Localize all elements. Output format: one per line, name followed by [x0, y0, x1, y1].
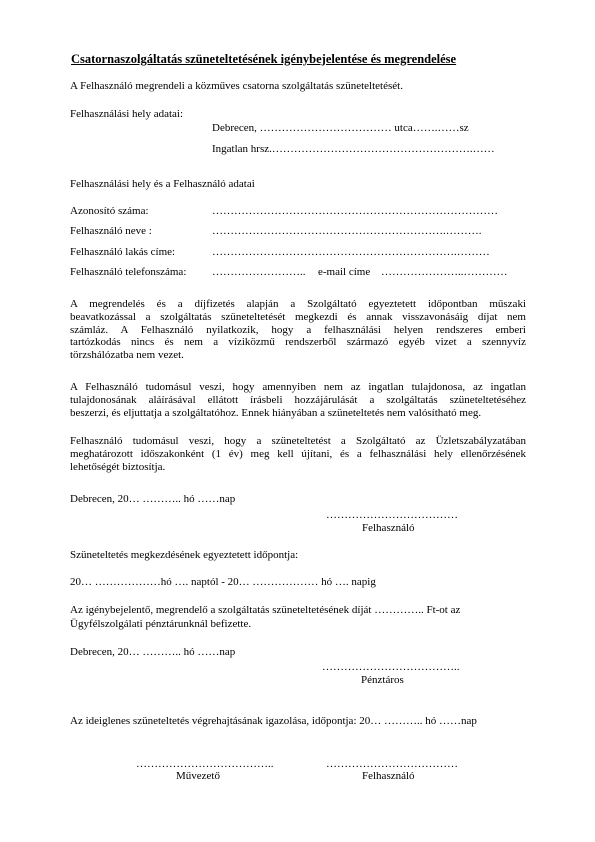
user-address-field[interactable]: ………………………………………………………….………	[212, 246, 490, 258]
user-email-label: e-mail címe	[318, 266, 371, 278]
execution-confirmation-line[interactable]: Az ideiglenes szüneteltetés végrehajtásának igazolása, időpontja: 20… ……….. hó ……nap	[70, 715, 477, 727]
city-street-field[interactable]: Debrecen, ……………………………… utca…….……sz	[212, 122, 469, 134]
user-name-label: Felhasználó neve :	[70, 225, 152, 237]
paragraph-line: számláz. A Felhasználó nyilatkozik, hogy a felhasználási helyen rendszeres emberi	[70, 323, 526, 336]
signature-line-cashier[interactable]: ………………………………..	[322, 661, 460, 673]
user-address-label: Felhasználó lakás címe:	[70, 246, 176, 258]
signature-label-user-final: Felhasználó	[362, 770, 415, 782]
user-id-label: Azonosító száma:	[70, 205, 149, 217]
paragraph-line: Felhasználó tudomásul veszi, hogy a szüneteltetést a Szolgáltató az Üzletszabályzatában	[70, 435, 526, 447]
payment-line-2: Ügyfélszolgálati pénztárunknál befizette.	[70, 618, 252, 630]
property-hrsz-field[interactable]: Ingatlan hrsz.……………………………………………….……	[212, 143, 495, 155]
paragraph-line: A megrendelés és a díjfizetés alapján a Szolgáltató egyeztetett időpontban műszaki	[70, 298, 526, 310]
signature-line-foreman[interactable]: ………………………………..	[136, 758, 274, 770]
paragraph-line: meghatározott időszakonként (1 év) meg kell újítani, és a felhasználási hely ellenőrzésének	[70, 447, 526, 460]
paragraph-line: beavatkozással a szolgáltatás szüneteltetését megkezdi és annak visszavonásáig díjat nem	[70, 310, 526, 323]
intro-text: A Felhasználó megrendeli a közműves csatorna szolgáltatás szüneteltetését.	[70, 80, 403, 92]
paragraph-line: törzshálózatba nem vezet.	[70, 349, 184, 362]
signature-line-user[interactable]: ………………………………	[326, 509, 458, 521]
paragraph-renewal	[70, 435, 526, 473]
signature-label-cashier: Pénztáros	[361, 674, 404, 686]
document-title: Csatornaszolgáltatás szüneteltetésének igénybejelentése és megrendelése	[71, 52, 457, 66]
paragraph-line: beszerzi, és eljuttatja a szolgáltatóhoz. Ennek hiányában a szüneteltetés nem valósítható meg.	[70, 406, 482, 419]
paragraph-line: tartózkodás nincs és nem a víziközmű rendszerből származó egyéb vizet a szennyvíz	[70, 336, 526, 349]
paragraph-line: lehetőségét biztosítja.	[70, 460, 166, 473]
paragraph-owner-consent	[70, 381, 526, 419]
start-date-range-field[interactable]: 20… ………………hó …. naptól - 20… ……………… hó …. napig	[70, 576, 376, 588]
user-email-field[interactable]: …………………..…………	[381, 266, 508, 278]
paragraph-line: A Felhasználó tudomásul veszi, hogy amennyiben nem az ingatlan tulajdonosa, az ingatlan	[70, 381, 526, 393]
date-field-1[interactable]: Debrecen, 20… ……….. hó ……nap	[70, 493, 236, 505]
user-phone-field[interactable]: ……………………..	[212, 266, 306, 278]
signature-line-user-final[interactable]: ………………………………	[326, 758, 458, 770]
date-field-2[interactable]: Debrecen, 20… ……….. hó ……nap	[70, 646, 236, 658]
paragraph-service-terms	[70, 298, 526, 362]
user-section-heading: Felhasználási hely és a Felhasználó adatai	[70, 178, 255, 190]
user-name-field[interactable]: ……………………………………………………….……….	[212, 225, 482, 237]
signature-label-foreman: Művezető	[176, 770, 220, 782]
payment-line-1: Az igénybejelentő, megrendelő a szolgáltatás szüneteltetésének díját ………….. Ft-ot az	[70, 604, 461, 616]
paragraph-line: tulajdonosának aláírásával ellátott írásbeli hozzájárulását a szolgáltatás szüneteltetéséhez	[70, 393, 526, 406]
start-date-heading: Szüneteltetés megkezdésének egyeztetett időpontja:	[70, 549, 299, 561]
signature-label-user: Felhasználó	[362, 522, 415, 534]
location-heading: Felhasználási hely adatai:	[70, 108, 184, 120]
user-id-field[interactable]: ……………………………………………………………………	[212, 205, 498, 217]
user-phone-label: Felhasználó telefonszáma:	[70, 266, 187, 278]
